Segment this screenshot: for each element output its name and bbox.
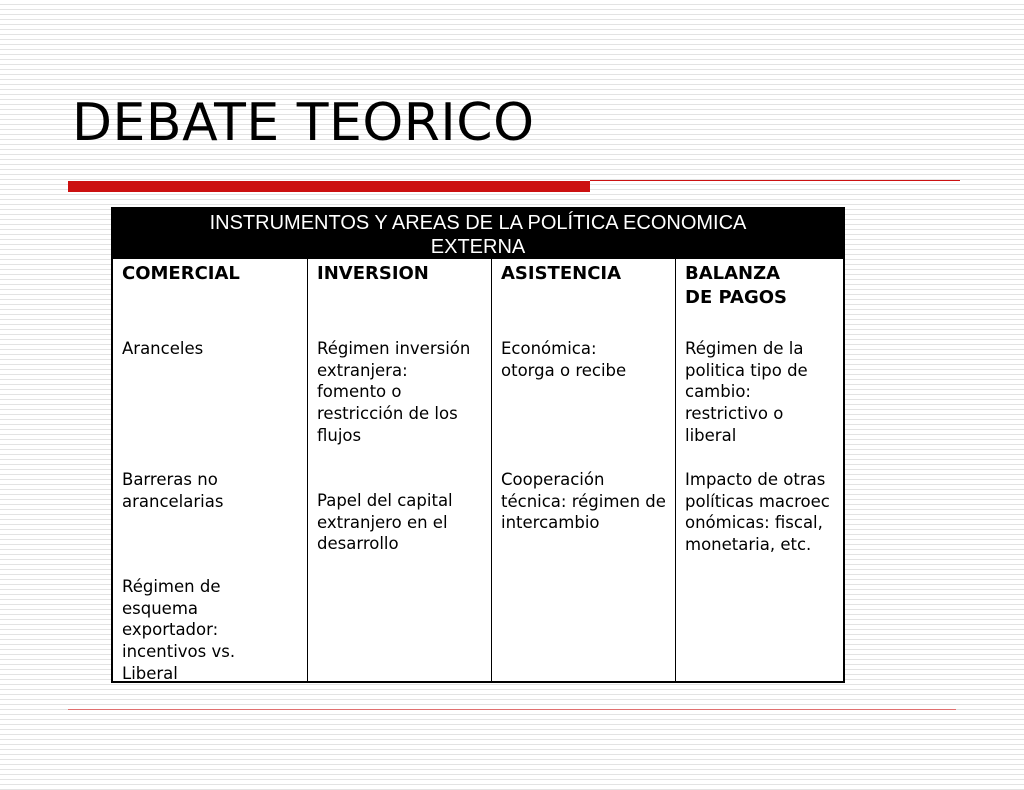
column-comercial (113, 259, 307, 681)
column-heading: INVERSION (317, 263, 429, 284)
table-cell: Régimen de esquema exportador: incentivos vs. Liberal (122, 577, 236, 683)
table-cell: Aranceles (122, 339, 204, 358)
column-balanza-de-pagos (675, 259, 844, 681)
table-cell: Cooperación técnica: régimen de intercambio (501, 470, 666, 533)
table-cell: Papel del capital extranjero en el desarrollo (317, 491, 453, 554)
table-header (113, 209, 843, 259)
table-cell: Impacto de otras políticas macroeconómicas: fiscal, monetaria, etc. (685, 470, 830, 555)
column-heading: ASISTENCIA (501, 263, 622, 284)
title-accent-bar (68, 181, 590, 192)
table-header-line2: EXTERNA (430, 236, 526, 258)
column-heading: BALANZA DE PAGOS (685, 263, 788, 308)
table-header-line1: INSTRUMENTOS Y AREAS DE LA POLÍTICA ECONOMICA (209, 212, 747, 234)
column-inversion (307, 259, 492, 681)
table-cell: Barreras no arancelarias (122, 470, 224, 511)
title-accent-line (590, 180, 960, 181)
column-heading: COMERCIAL (122, 263, 240, 284)
table-cell: Régimen inversión extranjera: fomento o restricción de los flujos (317, 339, 471, 445)
table-cell: Económica: otorga o recibe (501, 339, 627, 380)
policy-table (111, 207, 845, 683)
footer-divider (68, 709, 956, 710)
column-asistencia (491, 259, 676, 681)
table-cell: Régimen de la politica tipo de cambio: restrictivo o liberal (685, 339, 808, 445)
slide-title: DEBATE TEORICO (72, 93, 535, 153)
